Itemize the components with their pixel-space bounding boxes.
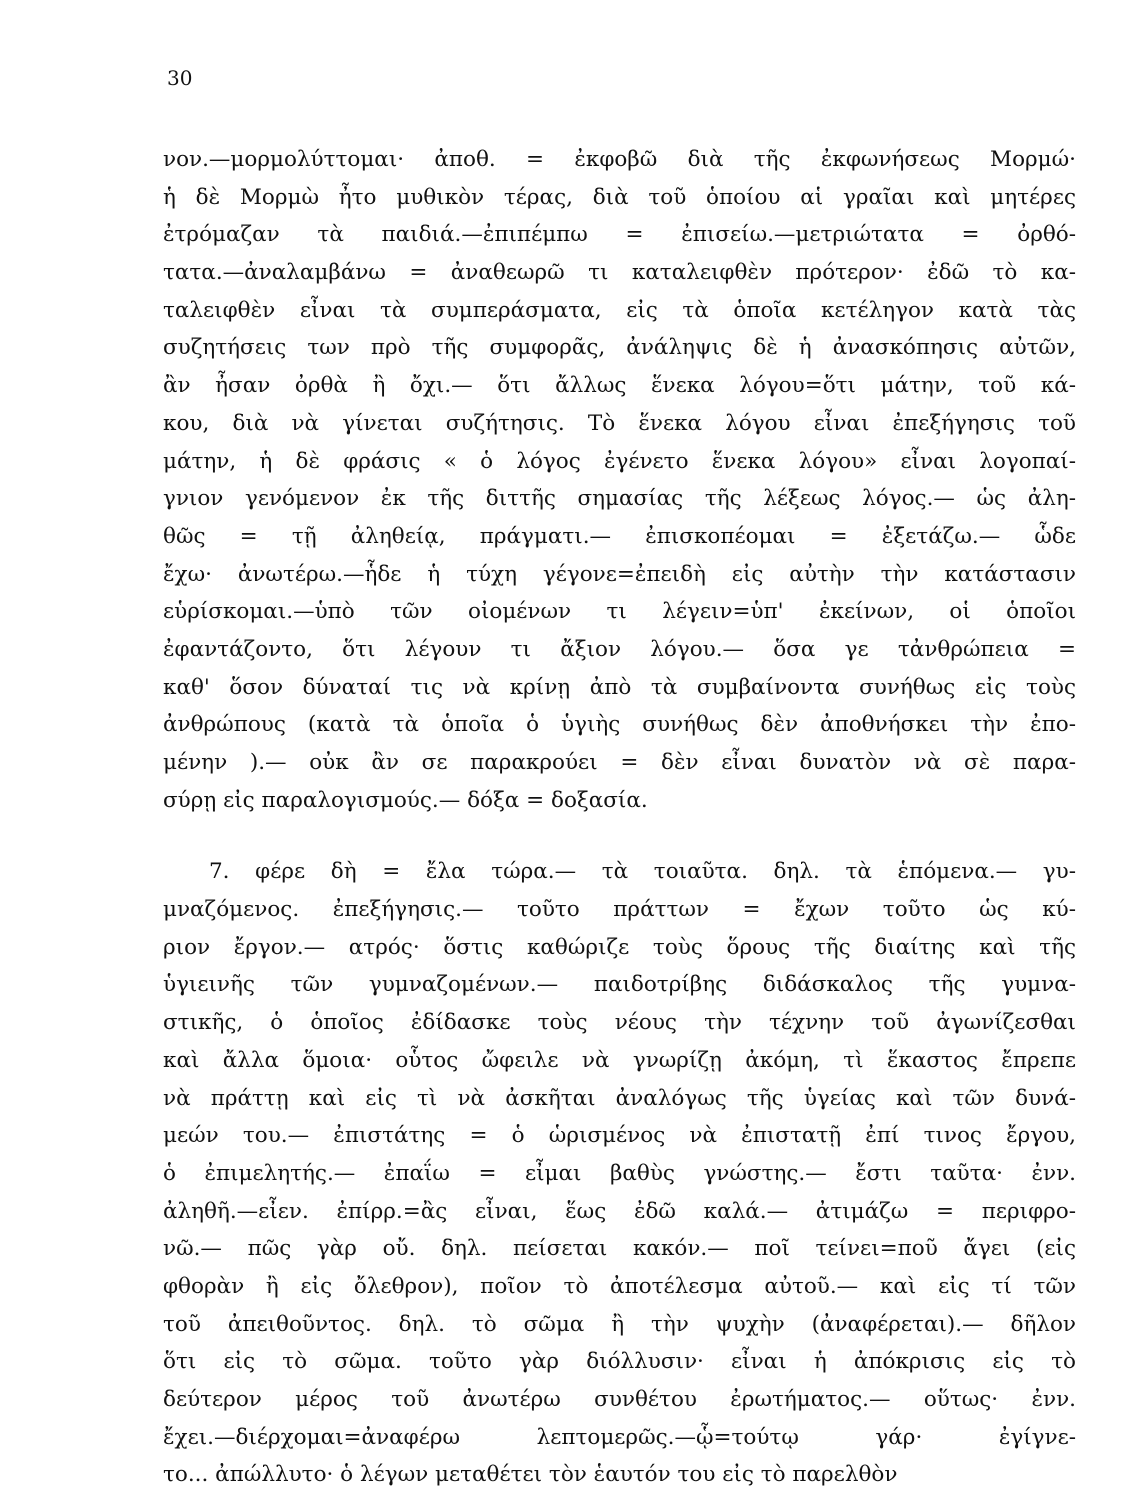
page-number: 30 [167, 66, 193, 90]
text-line: ἡ δὲ Μορμὼ ἦτο μυθικὸν τέρας, διὰ τοῦ ὁποίου αἱ γραῖαι καὶ μητέρες [163, 184, 1076, 210]
text-line: ἐτρόμαζαν τὰ παιδιά.—ἐπιπέμπω = ἐπισείω.—μετριώτατα = ὀρθό- [163, 222, 1076, 248]
commentary-text [163, 141, 1076, 1494]
text-line: συζητήσεις των πρὸ τῆς συμφορᾶς, ἀνάληψις δὲ ἡ ἀνασκόπησις αὐτῶν, [163, 335, 1076, 361]
text-line: κου, διὰ νὰ γίνεται συζήτησις. Τὸ ἕνεκα λόγου εἶναι ἐπεξήγησις τοῦ [163, 410, 1076, 436]
text-line: καὶ ἄλλα ὅμοια· οὗτος ὤφειλε νὰ γνωρίζῃ ἀκόμη, τὶ ἕκαστος ἔπρεπε [163, 1047, 1076, 1073]
text-line: ὅτι εἰς τὸ σῶμα. τοῦτο γὰρ διόλλυσιν· εἶναι ἡ ἀπόκρισις εἰς τὸ [163, 1349, 1076, 1375]
text-line: ἔχει.—διέρχομαι=ἀναφέρω λεπτομερῶς.—ᾧ=τούτῳ γάρ· ἐγίγνε- [163, 1424, 1076, 1450]
text-line: τοῦ ἀπειθοῦντος. δηλ. τὸ σῶμα ἢ τὴν ψυχὴν (ἀναφέρεται).— δῆλον [163, 1311, 1076, 1337]
text-line: νον.—μορμολύττομαι· ἀποθ. = ἐκφοβῶ διὰ τῆς ἐκφωνήσεως Μορμώ· [163, 147, 1076, 172]
text-line: καθ' ὅσον δύναταί τις νὰ κρίνῃ ἀπὸ τὰ συμβαίνοντα συνήθως εἰς τοὺς [163, 674, 1076, 700]
paragraph-1 [163, 141, 1076, 819]
text-line: ὑγιεινῆς τῶν γυμναζομένων.— παιδοτρίβης διδάσκαλος τῆς γυμνα- [163, 972, 1076, 998]
text-line: ριον ἔργον.— ατρός· ὅστις καθώριζε τοὺς ὅρους τῆς διαίτης καὶ τῆς [163, 934, 1076, 960]
text-line: ὁ ἐπιμελητής.— ἐπαΐω = εἶμαι βαθὺς γνώστης.— ἔστι ταῦτα· ἐνν. [163, 1160, 1076, 1186]
text-line: γνιον γενόμενον ἐκ τῆς διττῆς σημασίας τῆς λέξεως λόγος.— ὡς ἀλη- [163, 486, 1076, 512]
text-line: μεών του.— ἐπιστάτης = ὁ ὡρισμένος νὰ ἐπιστατῇ ἐπί τινος ἔργου, [163, 1123, 1076, 1149]
text-line: 7. φέρε δὴ = ἔλα τώρα.— τὰ τοιαῦτα. δηλ. τὰ ἑπόμενα.— γυ- [209, 859, 1076, 885]
text-line: μένην ).— οὐκ ἂν σε παρακρούει = δὲν εἶναι δυνατὸν νὰ σὲ παρα- [163, 750, 1076, 775]
text-line: ἐφαντάζοντο, ὅτι λέγουν τι ἄξιον λόγου.— ὅσα γε τἀνθρώπεια = [163, 636, 1076, 662]
text-line: ἔχω· ἀνωτέρω.—ἧδε ἡ τύχη γέγονε=ἐπειδὴ εἰς αὐτὴν τὴν κατάστασιν [163, 561, 1076, 587]
text-line: φθορὰν ἢ εἰς ὄλεθρον), ποῖον τὸ ἀποτέλεσμα αὐτοῦ.— καὶ εἰς τί τῶν [163, 1273, 1076, 1299]
text-line: μάτην, ἡ δὲ φράσις « ὁ λόγος ἐγένετο ἕνεκα λόγου» εἶναι λογοπαί- [163, 448, 1076, 474]
paragraph-2 [163, 853, 1076, 1494]
paragraph-gap [163, 819, 1076, 853]
text-line: το... ἀπώλλυτο· ὁ λέγων μεταθέτει τὸν ἑαυτόν του εἰς τὸ παρελθὸν [163, 1462, 898, 1488]
text-line: δεύτερον μέρος τοῦ ἀνωτέρω συνθέτου ἐρωτήματος.— οὕτως· ἐνν. [163, 1387, 1076, 1412]
text-line: νὰ πράττῃ καὶ εἰς τὶ νὰ ἀσκῆται ἀναλόγως τῆς ὑγείας καὶ τῶν δυνά- [163, 1085, 1076, 1111]
text-line: μναζόμενος. ἐπεξήγησις.— τοῦτο πράττων = ἔχων τοῦτο ὡς κύ- [163, 897, 1076, 923]
text-line: στικῆς, ὁ ὁποῖος ἐδίδασκε τοὺς νέους τὴν τέχνην τοῦ ἀγωνίζεσθαι [163, 1010, 1076, 1036]
text-line: θῶς = τῇ ἀληθείᾳ, πράγματι.— ἐπισκοπέομαι = ἐξετάζω.— ὧδε [163, 523, 1076, 549]
text-line: ἀληθῆ.—εἶεν. ἐπίρρ.=ἂς εἶναι, ἕως ἐδῶ καλά.— ἀτιμάζω = περιφρο- [163, 1198, 1076, 1224]
text-line: ἀνθρώπους (κατὰ τὰ ὁποῖα ὁ ὑγιὴς συνήθως δὲν ἀποθνήσκει τὴν ἐπο- [163, 712, 1076, 738]
text-line: εὑρίσκομαι.—ὑπὸ τῶν οἰομένων τι λέγειν=ὑπ' ἐκείνων, οἱ ὁποῖοι [163, 599, 1076, 625]
text-line: νῶ.— πῶς γὰρ οὔ. δηλ. πείσεται κακόν.— ποῖ τείνει=ποῦ ἄγει (εἰς [163, 1236, 1076, 1262]
text-line: σύρῃ εἰς παραλογισμούς.— δόξα = δοξασία. [163, 787, 648, 813]
text-line: τατα.—ἀναλαμβάνω = ἀναθεωρῶ τι καταλειφθὲν πρότερον· ἐδῶ τὸ κα- [163, 260, 1076, 286]
text-line: ταλειφθὲν εἶναι τὰ συμπεράσματα, εἰς τὰ ὁποῖα κετέληγον κατὰ τὰς [163, 297, 1076, 323]
text-line: ἂν ἦσαν ὀρθὰ ἢ ὄχι.— ὅτι ἄλλως ἕνεκα λόγου=ὅτι μάτην, τοῦ κά- [163, 373, 1076, 399]
